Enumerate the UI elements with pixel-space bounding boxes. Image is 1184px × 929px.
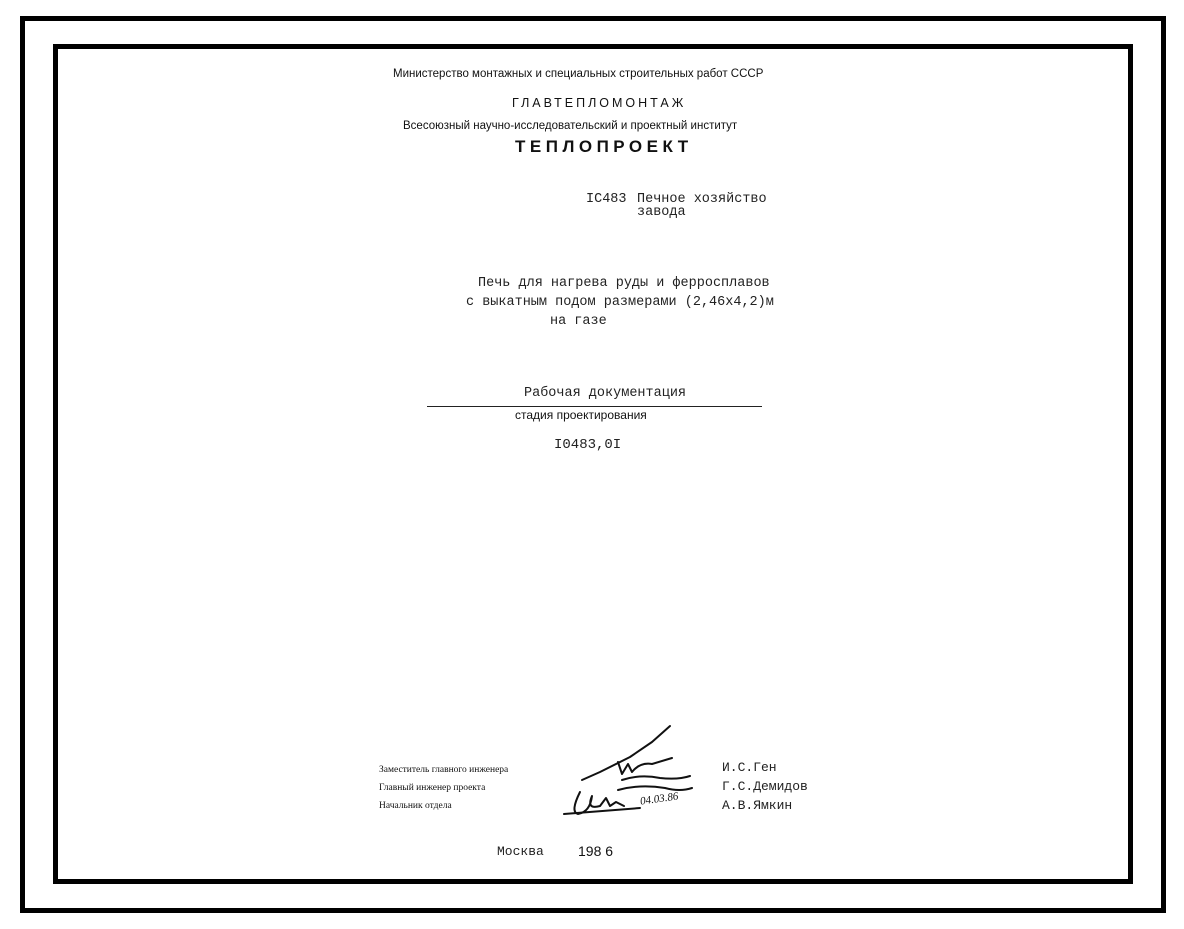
year: 198 6 xyxy=(578,843,614,859)
documentation-stage: стадия проектирования xyxy=(515,408,647,422)
position-department-head: Начальник отдела xyxy=(379,801,452,811)
position-deputy-chief-engineer: Заместитель главного инженера xyxy=(379,765,509,775)
trust-name: ГЛАВТЕПЛОМОНТАЖ xyxy=(512,96,687,110)
signature-date: 04.03.86 xyxy=(639,790,680,808)
object-name-line-1: Печное хозяйство xyxy=(637,192,767,207)
documentation-type: Рабочая документация xyxy=(524,386,687,401)
ministry-name: Министерство монтажных и специальных строительных работ СССР xyxy=(393,68,764,80)
institute-description: Всесоюзный научно-исследовательский и проектный институт xyxy=(403,120,738,132)
position-chief-project-engineer: Главный инженер проекта xyxy=(379,783,486,793)
title-line-1: Печь для нагрева руды и ферросплавов xyxy=(478,276,770,291)
divider-line xyxy=(427,406,762,407)
object-name-line-2: завода xyxy=(637,205,686,220)
signatory-name-1: И.С.Ген xyxy=(722,760,777,775)
institute-name: ТЕПЛОПРОЕКТ xyxy=(515,137,693,156)
signatory-name-3: А.В.Ямкин xyxy=(722,798,793,813)
object-code: IC483 xyxy=(586,192,627,207)
handwritten-signatures xyxy=(560,722,710,822)
document-number: I0483,0I xyxy=(554,437,622,453)
city: Москва xyxy=(497,844,544,859)
title-line-2: с выкатным подом размерами (2,46х4,2)м xyxy=(466,295,774,310)
signatory-name-2: Г.С.Демидов xyxy=(722,779,808,794)
title-line-3: на газе xyxy=(550,314,607,329)
